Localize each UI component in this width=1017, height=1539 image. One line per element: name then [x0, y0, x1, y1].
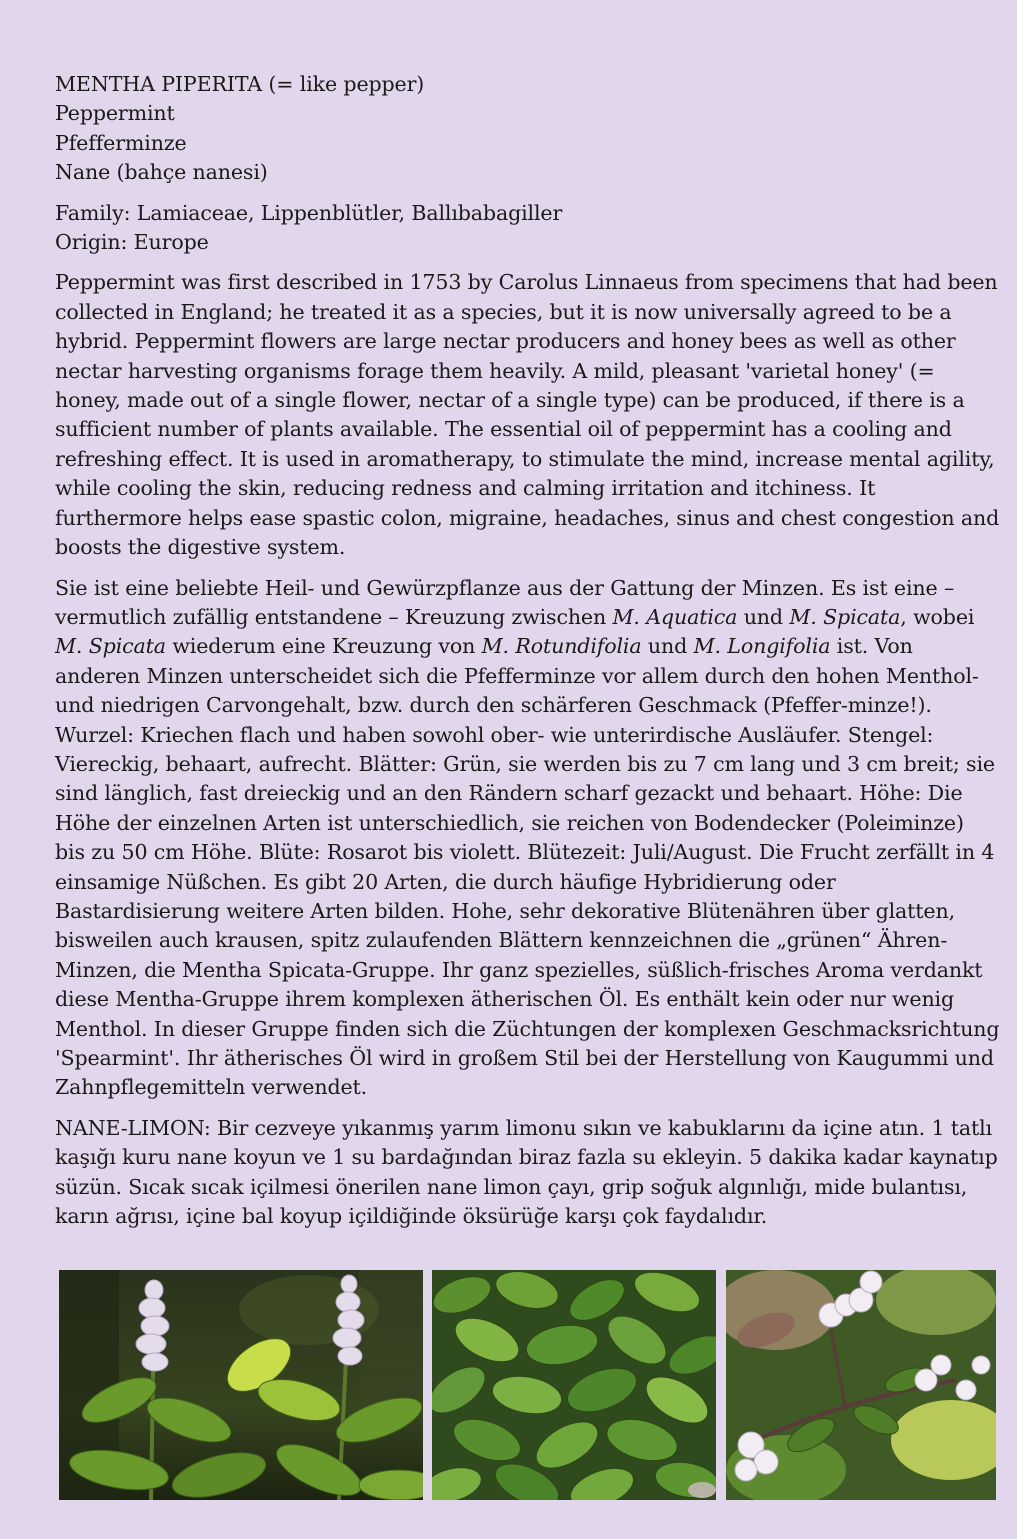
mint-flower-spikes-illustration: [59, 1270, 423, 1500]
common-name-turkish: Nane (bahçe nanesi): [55, 160, 268, 185]
german-text-1: Sie ist eine beliebte Heil- und Gewürzpflanze aus der Gattung der Minzen. Es ist eine – vermutlich zufällig entstandene – Kreuzung zwischen: [55, 575, 955, 629]
species-longifolia: M. Longifolia: [693, 634, 831, 659]
photo-mint-flower-spikes: [59, 1270, 423, 1500]
title-block: [55, 70, 1000, 188]
photo-strip: [0, 1270, 1017, 1500]
german-text-5: und: [641, 634, 694, 659]
mint-leaves-illustration: [432, 1270, 716, 1500]
german-text-3: , wobei: [900, 604, 975, 629]
species-spicata: M. Spicata: [789, 604, 901, 629]
paragraph-german: [55, 574, 1000, 1103]
german-text-6: ist. Von anderen Minzen unterscheidet sich die Pfefferminze vor allem durch den hohen Menthol- und niedrigen Carvongehalt, bzw. durch den schärferen Geschmack (Pfeffer-minze!). Wurzel: Kriechen flach und haben sowohl ober- wie unterirdische Ausläufer. Stengel: Viereckig, behaart, aufrecht. Blätter: Grün, sie werden bis zu 7 cm lang und 3 cm breit; sie sind länglich, fast dreieckig und an den Rändern scharf gezackt und behaart. Höhe: Die Höhe der einzelnen Arten ist unterschiedlich, sie reichen von Bodendecker (Poleiminze) bis zu 50 cm Höhe. Blüte: Rosarot bis violett. Blütezeit: Juli/August. Die Frucht zerfällt in 4 einsamige Nüßchen. Es gibt 20 Arten, die durch häufige Hybridierung oder Bastardisierung weitere Arten bilden. Hohe, sehr dekorative Blütenähren über glatten, bisweilen auch krausen, spitz zulaufenden Blättern kennzeichnen die „grünen“ Ähren-Minzen, die Mentha Spicata-Gruppe. Ihr ganz spezielles, süßlich-frisches Aroma verdankt diese Mentha-Gruppe ihrem komplexen ätherischen Öl. Es enthält kein oder nur wenig Menthol. In dieser Gruppe finden sich die Züchtungen der komplexen Geschmacksrichtung 'Spearmint'. Ihr ätherisches Öl wird in großem Stil bei der Herstellung von Kaugummi und Zahnpflegemitteln verwendet.: [55, 634, 1000, 1100]
text-body: [55, 70, 1000, 1242]
taxonomy-block: [55, 199, 1000, 258]
paragraph-turkish: NANE-LIMON: Bir cezveye yıkanmış yarım limonu sıkın ve kabuklarını da içine atın. 1 tatlı kaşığı kuru nane koyun ve 1 su bardağından biraz fazla su ekleyin. 5 dakika kadar kaynatıp süzün. Sıcak sıcak içilmesi önerilen nane limon çayı, grip soğuk algınlığı, mide bulantısı, karın ağrısı, içine bal koyup içildiğinde öksürüğe karşı çok faydalıdır.: [55, 1115, 998, 1229]
family-line: Family: Lamiaceae, Lippenblütler, Ballıbabagiller: [55, 200, 563, 225]
species-aquatica: M. Aquatica: [612, 604, 738, 629]
common-name-german: Pfefferminze: [55, 130, 187, 155]
photo-mint-flower-cluster: [726, 1270, 996, 1500]
species-rotundifolia: M. Rotundifolia: [481, 634, 642, 659]
photo-mint-leaves: [432, 1270, 716, 1500]
german-text-2: und: [737, 604, 790, 629]
common-name-english: Peppermint: [55, 101, 175, 126]
species-spicata-2: M. Spicata: [55, 634, 166, 659]
origin-line: Origin: Europe: [55, 230, 209, 255]
page-title: MENTHA PIPERITA (= like pepper): [55, 72, 425, 96]
mint-flower-cluster-illustration: [726, 1270, 996, 1500]
paragraph-english: Peppermint was first described in 1753 by Carolus Linnaeus from specimens that had been collected in England; he treated it as a species, but it is now universally agreed to be a hybrid. Peppermint flowers are large nectar producers and honey bees as well as other nectar harvesting organisms forage them heavily. A mild, pleasant 'varietal honey' (= honey, made out of a single flower, nectar of a single type) can be produced, if there is a sufficient number of plants available. The essential oil of peppermint has a cooling and refreshing effect. It is used in aromatherapy, to stimulate the mind, increase mental agility, while cooling the skin, reducing redness and calming irritation and itchiness. It furthermore helps ease spastic colon, migraine, headaches, sinus and chest congestion and boosts the digestive system.: [55, 270, 1000, 560]
german-text-4: wiederum eine Kreuzung von: [165, 634, 482, 659]
